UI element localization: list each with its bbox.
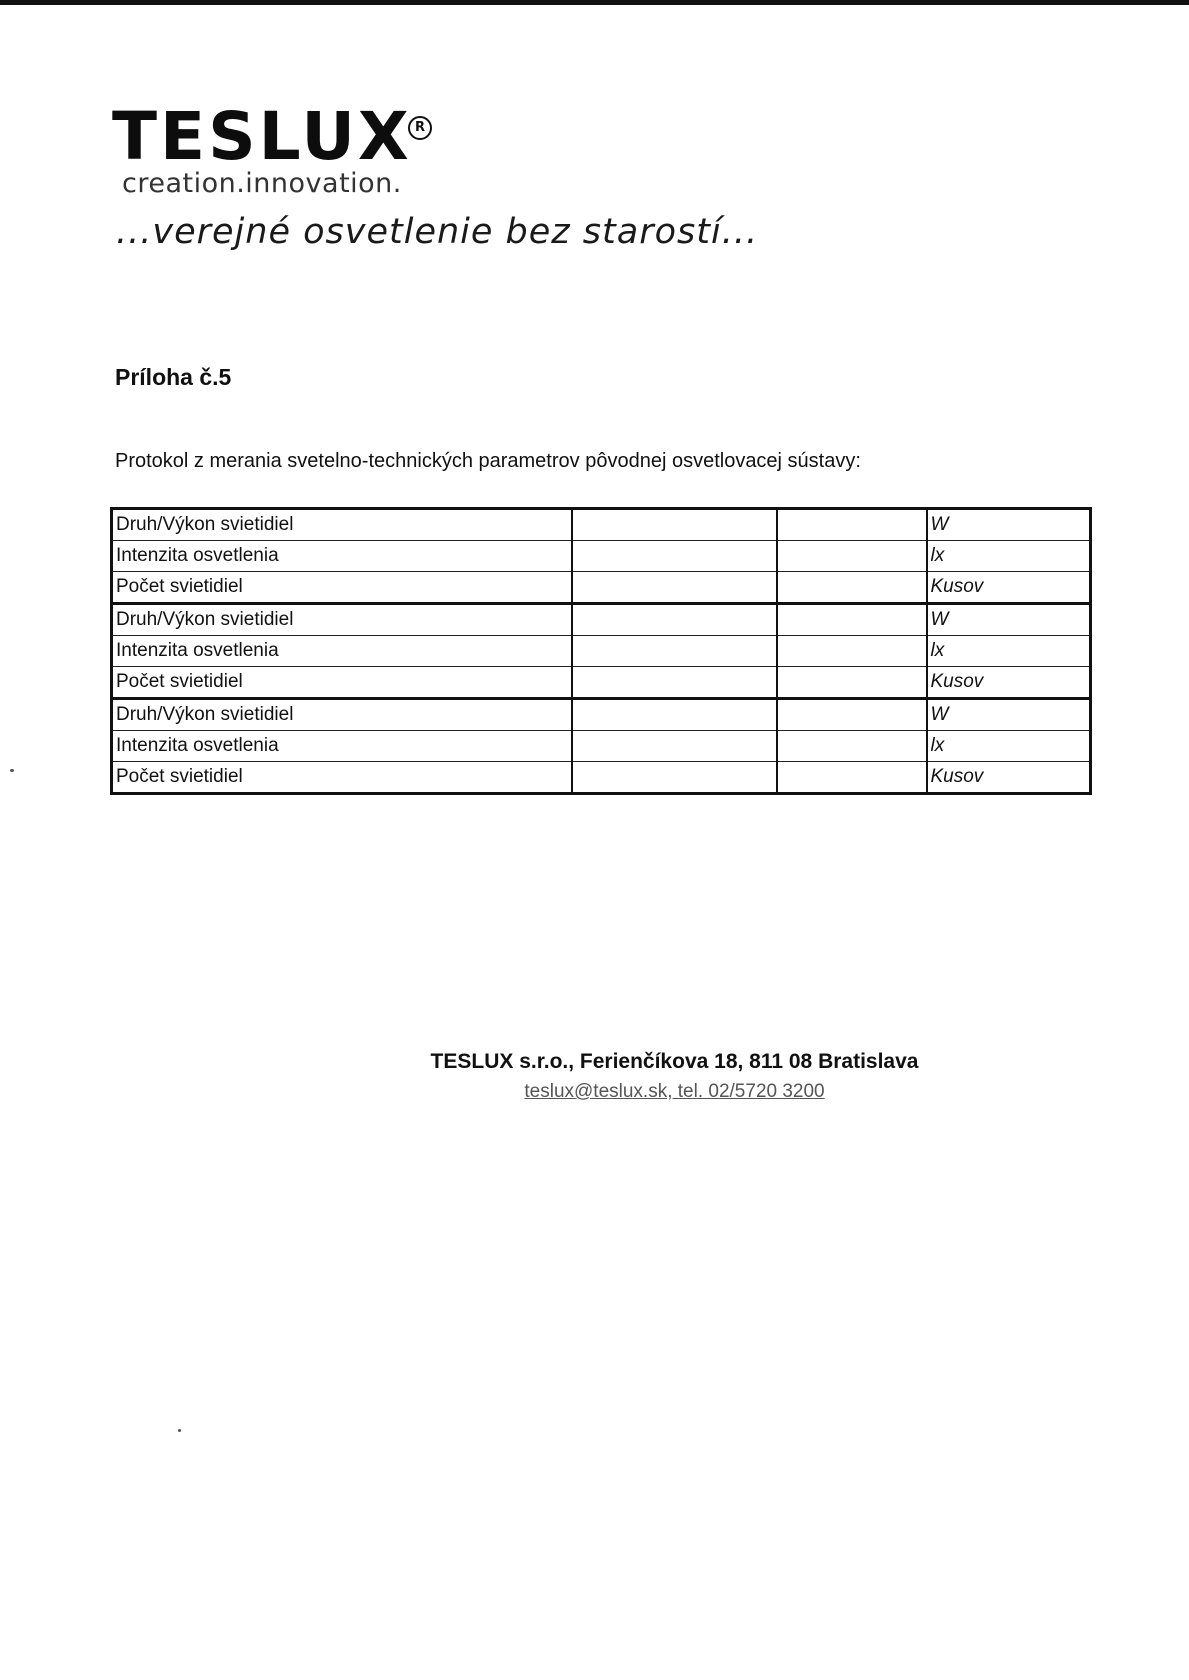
- value-field-1[interactable]: [572, 762, 777, 794]
- value-field-2[interactable]: [777, 636, 927, 667]
- measurement-table-body: [112, 509, 1091, 794]
- scan-speck: [10, 769, 14, 772]
- value-field-2[interactable]: [777, 604, 927, 636]
- table-row: [112, 636, 1091, 667]
- company-address: TESLUX s.r.o., Ferienčíkova 18, 811 08 Bratislava: [430, 1050, 919, 1073]
- value-field-2[interactable]: [777, 572, 927, 604]
- table-row: [112, 572, 1091, 604]
- table-row: [112, 731, 1091, 762]
- value-field-1[interactable]: [572, 541, 777, 572]
- value-field-1[interactable]: [572, 636, 777, 667]
- value-field-1[interactable]: [572, 699, 777, 731]
- value-field-2[interactable]: [777, 762, 927, 794]
- protocol-heading: Protokol z merania svetelno-technických parametrov pôvodnej osvetlovacej sústavy:: [115, 450, 861, 472]
- row-label: Druh/Výkon svietidiel: [112, 699, 572, 731]
- unit-label: Kusov: [927, 572, 1091, 604]
- contact-info: teslux@teslux.sk, tel. 02/5720 3200: [524, 1081, 825, 1102]
- table-row: [112, 541, 1091, 572]
- value-field-1[interactable]: [572, 731, 777, 762]
- row-label: Druh/Výkon svietidiel: [112, 509, 572, 541]
- unit-label: W: [927, 699, 1091, 731]
- row-label: Intenzita osvetlenia: [112, 731, 572, 762]
- logo-tagline: creation.innovation.: [122, 168, 402, 199]
- unit-label: lx: [927, 541, 1091, 572]
- scan-speck: [178, 1429, 181, 1432]
- company-logo: TESLUX: [112, 98, 412, 175]
- table-row: [112, 699, 1091, 731]
- value-field-2[interactable]: [777, 667, 927, 699]
- table-row: [112, 604, 1091, 636]
- unit-label: lx: [927, 731, 1091, 762]
- row-label: Počet svietidiel: [112, 572, 572, 604]
- unit-label: Kusov: [927, 762, 1091, 794]
- annex-label: Príloha č.5: [115, 364, 232, 390]
- scan-top-edge: [0, 0, 1189, 5]
- measurement-table: [110, 507, 1092, 795]
- table-row: [112, 509, 1091, 541]
- table-row: [112, 762, 1091, 794]
- table-row: [112, 667, 1091, 699]
- value-field-1[interactable]: [572, 604, 777, 636]
- value-field-2[interactable]: [777, 699, 927, 731]
- row-label: Intenzita osvetlenia: [112, 636, 572, 667]
- value-field-2[interactable]: [777, 509, 927, 541]
- value-field-2[interactable]: [777, 731, 927, 762]
- registered-trademark-icon: R: [408, 116, 432, 140]
- unit-label: lx: [927, 636, 1091, 667]
- value-field-2[interactable]: [777, 541, 927, 572]
- value-field-1[interactable]: [572, 509, 777, 541]
- unit-label: W: [927, 509, 1091, 541]
- row-label: Intenzita osvetlenia: [112, 541, 572, 572]
- row-label: Počet svietidiel: [112, 762, 572, 794]
- slogan: ...verejné osvetlenie bez starostí...: [116, 212, 759, 252]
- unit-label: Kusov: [927, 667, 1091, 699]
- value-field-1[interactable]: [572, 572, 777, 604]
- unit-label: W: [927, 604, 1091, 636]
- row-label: Druh/Výkon svietidiel: [112, 604, 572, 636]
- row-label: Počet svietidiel: [112, 667, 572, 699]
- value-field-1[interactable]: [572, 667, 777, 699]
